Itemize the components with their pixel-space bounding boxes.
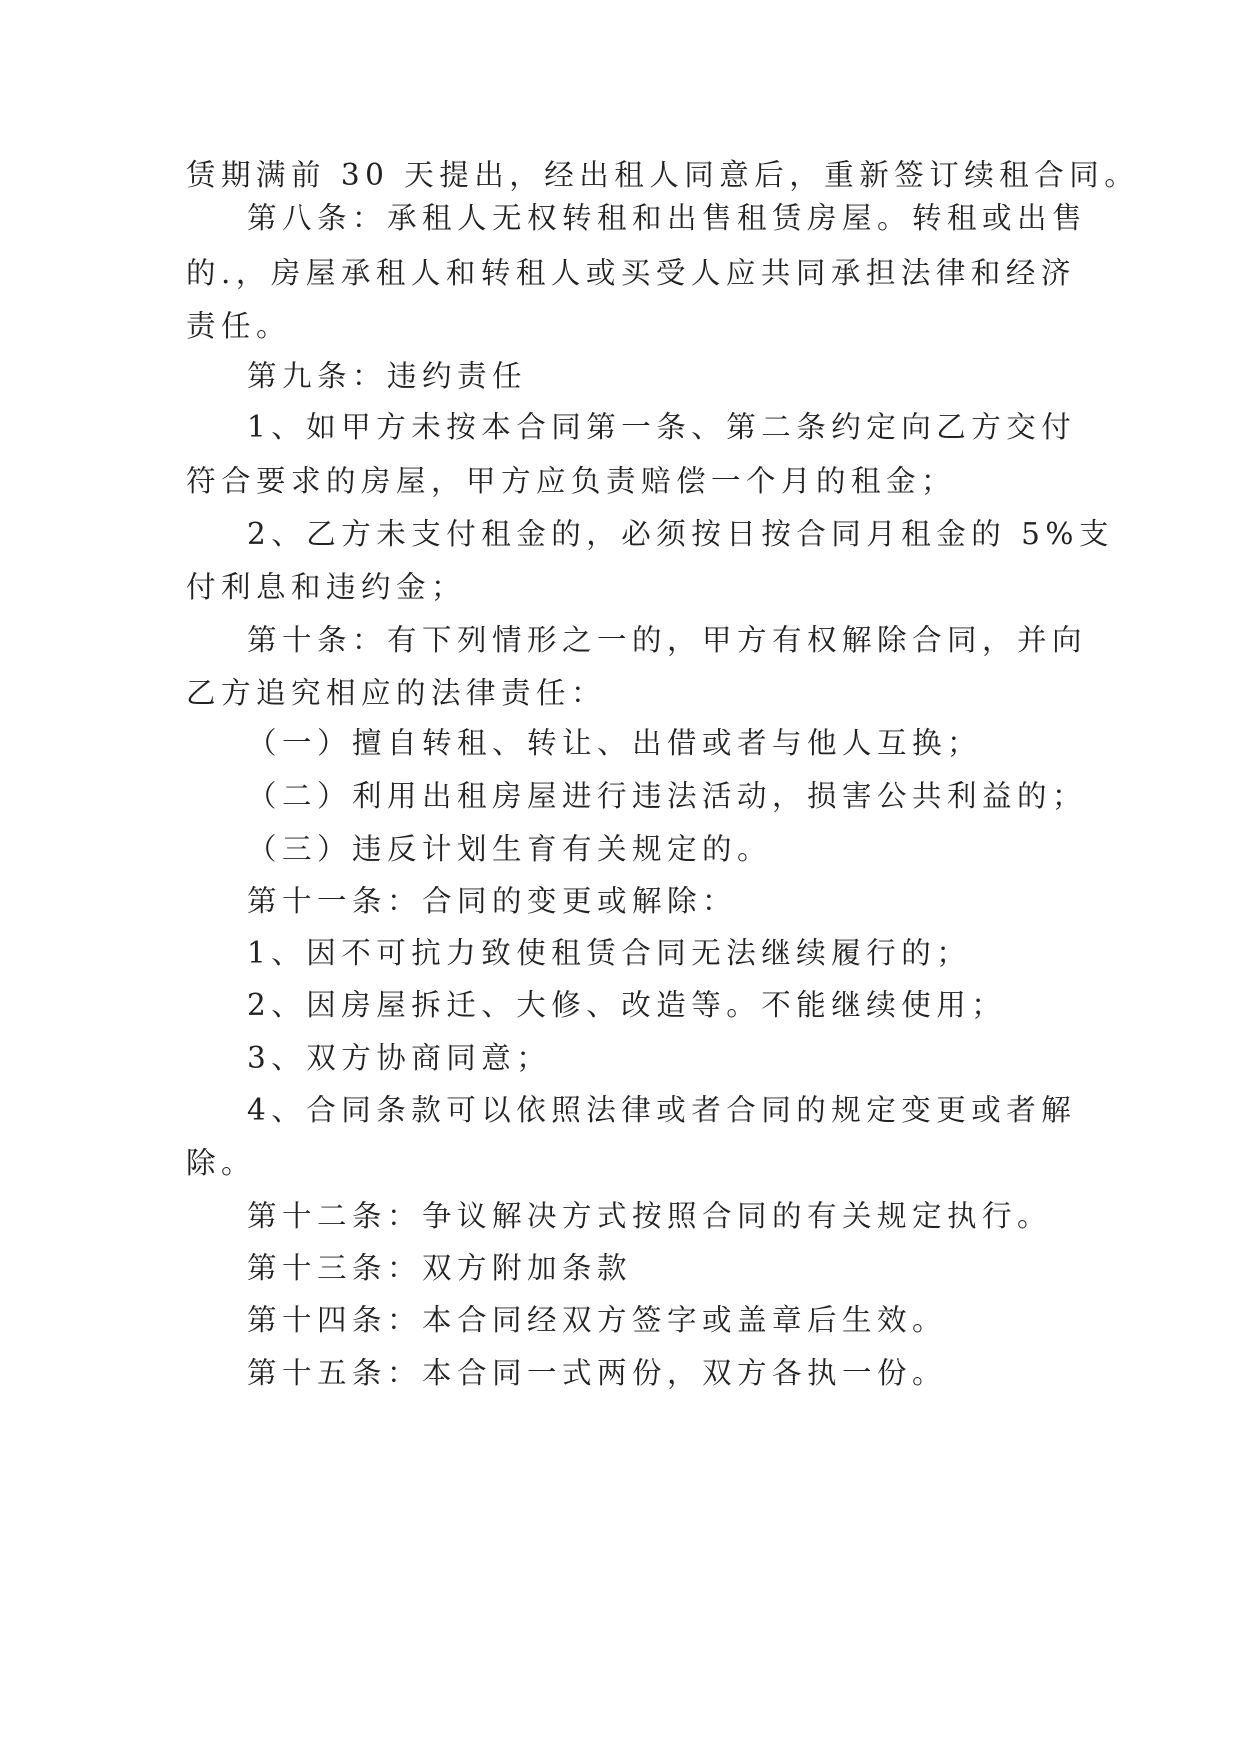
text-line: （二）利用出租房屋进行违法活动，损害公共利益的； [247,779,1088,813]
text-line: 第八条：承租人无权转租和出售租赁房屋。转租或出售 [247,201,1088,235]
text-line: 第九条：违约责任 [247,359,528,393]
text-line: 第十二条：争议解决方式按照合同的有关规定执行。 [247,1199,1053,1233]
text-line: 2、乙方未支付租金的，必须按日按合同月租金的 5%支 [247,517,1114,551]
text-line: 第十五条：本合同一式两份，双方各执一份。 [247,1356,948,1390]
text-line: 付利息和违约金； [186,570,467,604]
text-line: 1、因不可抗力致使租赁合同无法继续履行的； [247,936,972,970]
text-line: 2、因房屋拆迁、大修、改造等。不能继续使用； [247,988,1007,1022]
text-line: 除。 [186,1146,257,1180]
text-line: 符合要求的房屋，甲方应负责赔偿一个月的租金； [186,464,957,498]
text-line: 责任。 [186,309,292,343]
text-line: 第十一条：合同的变更或解除： [247,884,738,918]
text-line: 1、如甲方未按本合同第一条、第二条约定向乙方交付 [247,410,1077,444]
text-line: （一）擅自转租、转让、出借或者与他人互换； [247,726,983,760]
text-line: 4、合同条款可以依照法律或者合同的规定变更或者解 [247,1093,1077,1127]
text-line: 的.，房屋承租人和转租人或买受人应共同承担法律和经济 [186,256,1076,290]
text-line: 第十四条：本合同经双方签字或盖章后生效。 [247,1303,948,1337]
text-line: （三）违反计划生育有关规定的。 [247,832,773,866]
text-line: 赁期满前 30 天提出，经出租人同意后，重新签订续租合同。 [186,158,1140,192]
text-line: 第十三条：双方附加条款 [247,1251,633,1285]
text-line: 第十条：有下列情形之一的，甲方有权解除合同，并向 [247,623,1088,657]
text-line: 3、双方协商同意； [247,1041,552,1075]
text-line: 乙方追究相应的法律责任： [186,676,607,710]
